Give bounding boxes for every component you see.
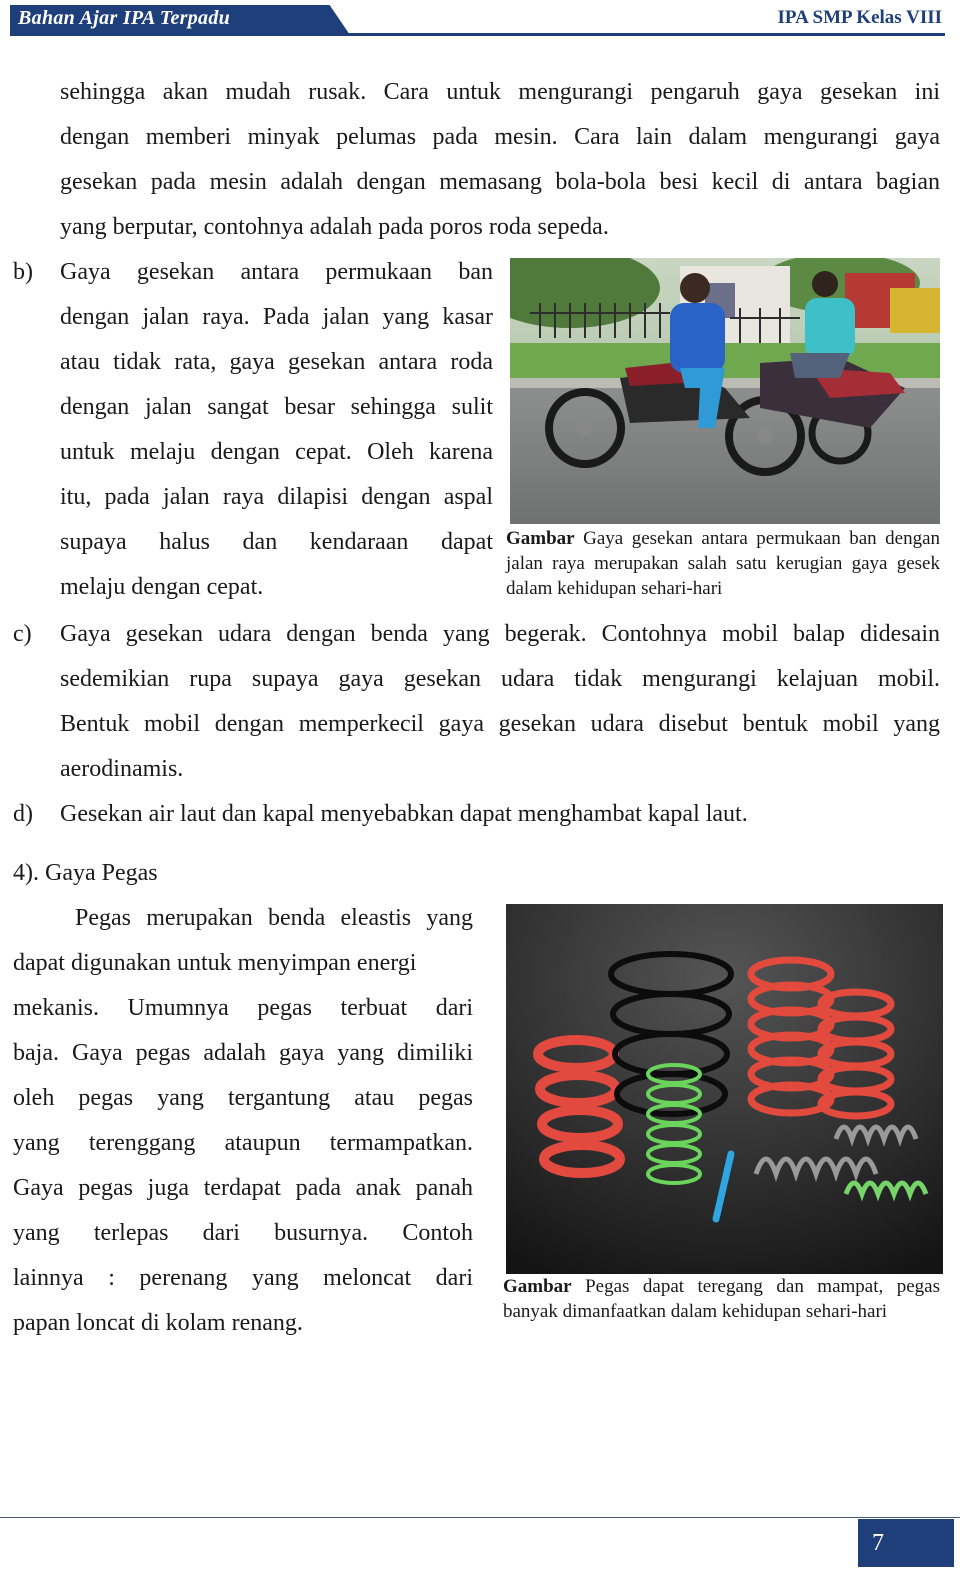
caption-text: Gaya gesekan antara permukaan ban dengan jalan raya merupakan salah satu kerugian gaya gesek dalam kehidupan sehari-hari bbox=[506, 528, 940, 599]
item-c-line: aerodinamis. bbox=[60, 756, 184, 782]
section4-line: lainnya : perenang yang meloncat dari bbox=[13, 1265, 473, 1291]
item-b-line: melaju dengan cepat. bbox=[60, 574, 264, 600]
header-right-title: IPA SMP Kelas VIII bbox=[777, 7, 942, 28]
section4-line: oleh pegas yang tergantung atau pegas bbox=[13, 1085, 473, 1111]
section4-line: papan loncat di kolam renang. bbox=[13, 1310, 303, 1336]
section4-line: Pegas merupakan benda eleastis yang bbox=[75, 905, 473, 931]
figure2-caption bbox=[503, 1274, 940, 1324]
footer-rule bbox=[0, 1517, 960, 1518]
page-number-box bbox=[858, 1519, 954, 1567]
item-b-line: supaya halus dan kendaraan dapat bbox=[60, 529, 493, 555]
intro-line: yang berputar, contohnya adalah pada poros roda sepeda. bbox=[60, 214, 609, 240]
list-label: c) bbox=[13, 621, 32, 647]
item-b-line: dengan jalan raya. Pada jalan yang kasar bbox=[60, 304, 493, 330]
section4-line: yang terenggang ataupun termampatkan. bbox=[13, 1130, 473, 1156]
section4-line: yang terlepas dari busurnya. Contoh bbox=[13, 1220, 473, 1246]
springs-photo-illustration bbox=[506, 904, 943, 1274]
intro-line: dengan memberi minyak pelumas pada mesin. Cara lain dalam mengurangi gaya bbox=[60, 124, 940, 150]
figure1-caption bbox=[506, 526, 940, 601]
springs-photo bbox=[506, 904, 943, 1274]
item-b-line: dengan jalan sangat besar sehingga sulit bbox=[60, 394, 493, 420]
item-d-text: Gesekan air laut dan kapal menyebabkan dapat menghambat kapal laut. bbox=[60, 801, 748, 827]
caption-label: Gambar bbox=[506, 528, 575, 549]
caption-text: Pegas dapat teregang dan mampat, pegas banyak dimanfaatkan dalam kehidupan sehari-hari bbox=[503, 1276, 940, 1322]
section4-line: baja. Gaya pegas adalah gaya yang dimiliki bbox=[13, 1040, 473, 1066]
item-b-line: Gaya gesekan antara permukaan ban bbox=[60, 259, 493, 285]
page-header bbox=[0, 0, 960, 40]
page-number: 7 bbox=[872, 1529, 884, 1556]
intro-line: sehingga akan mudah rusak. Cara untuk mengurangi pengaruh gaya gesekan ini bbox=[60, 79, 940, 105]
item-b-line: itu, pada jalan raya dilapisi dengan aspal bbox=[60, 484, 493, 510]
item-c-line: sedemikian rupa supaya gaya gesekan udara tidak mengurangi kelajuan mobil. bbox=[60, 666, 940, 692]
list-label: b) bbox=[13, 259, 33, 285]
motorcycle-road-photo bbox=[510, 258, 940, 524]
section4-line: mekanis. Umumnya pegas terbuat dari bbox=[13, 995, 473, 1021]
motorcycle-photo-illustration bbox=[510, 258, 940, 524]
item-b-line: atau tidak rata, gaya gesekan antara roda bbox=[60, 349, 493, 375]
intro-line: gesekan pada mesin adalah dengan memasang bola-bola besi kecil di antara bagian bbox=[60, 169, 940, 195]
header-rule bbox=[10, 33, 945, 36]
section4-line: Gaya pegas juga terdapat pada anak panah bbox=[13, 1175, 473, 1201]
caption-label: Gambar bbox=[503, 1276, 572, 1297]
section-heading: 4). Gaya Pegas bbox=[13, 860, 158, 886]
header-left-title: Bahan Ajar IPA Terpadu bbox=[18, 7, 231, 29]
section4-line: dapat digunakan untuk menyimpan energi bbox=[13, 950, 417, 976]
item-c-line: Bentuk mobil dengan memperkecil gaya gesekan udara disebut bentuk mobil yang bbox=[60, 711, 940, 737]
item-c-line: Gaya gesekan udara dengan benda yang begerak. Contohnya mobil balap didesain bbox=[60, 621, 940, 647]
item-b-line: untuk melaju dengan cepat. Oleh karena bbox=[60, 439, 493, 465]
list-label: d) bbox=[13, 801, 33, 827]
